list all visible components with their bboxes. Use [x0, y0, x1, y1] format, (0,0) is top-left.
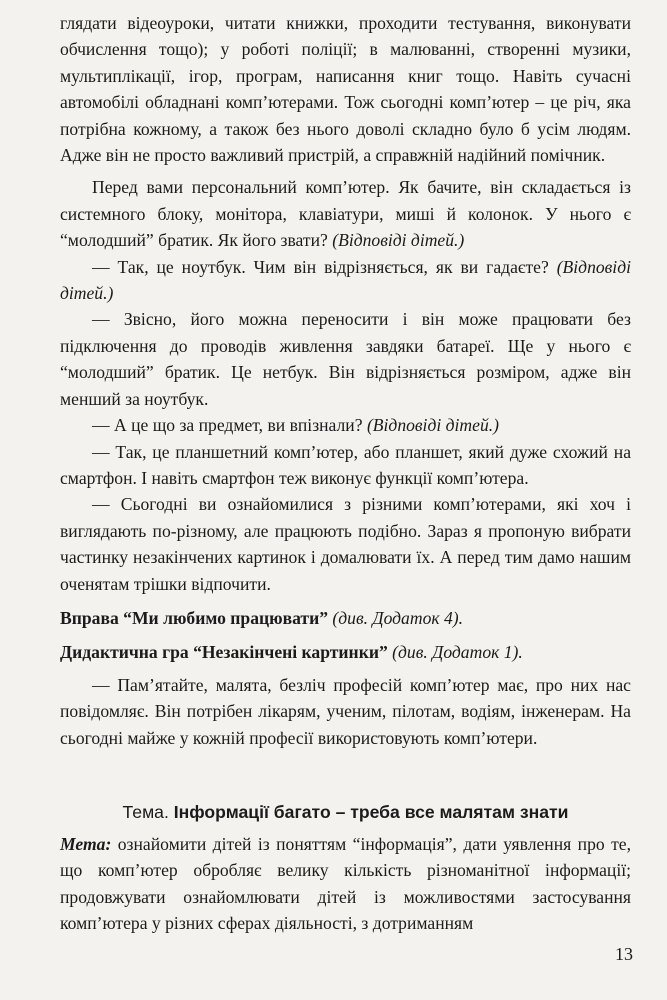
exercise-2-ref: (див. Додаток 1). [387, 642, 523, 663]
paragraph-8: — Пам’ятайте, малята, безліч професій комп’ютер має, про них нас повідомляє. Він потрібен лікарям, ученим, пілотам, водіям, інженерам. На сьогодні майже у кожній професії використовують комп’ютери. [60, 674, 631, 748]
paragraph-6: — Так, це планшетний комп’ютер, або планшет, який дуже схожий на смартфон. І навіть смартфон теж виконує функції комп’ютера. [60, 441, 631, 488]
goal-text: ознайомити дітей із поняттям “інформація”, дати уявлення про те, що комп’ютер обробляє велику кількість різноманітної інформації; продовжувати ознайомлювати дітей із можливостями застосування комп’ютера у різних сферах діяльності, з дотриманням [60, 833, 631, 934]
paragraph-3-remark: (Відповіді дітей.) [60, 256, 631, 304]
topic-label: Тема. [122, 801, 174, 822]
paragraph-5-text: — А це що за предмет, ви впізнали? [92, 415, 367, 436]
paragraph-4: — Звісно, його можна переносити і він може працювати без підключення до проводів живлення завдяки батареї. Ще у нього є “молодший” братик. Це нетбук. Він відрізняється розміром, адже він менший за ноутбук. [60, 309, 631, 409]
paragraph-3 [60, 254, 631, 307]
paragraph-5-remark: (Відповіді дітей.) [366, 415, 499, 436]
page-number: 13 [615, 944, 633, 964]
paragraph-5 [60, 412, 631, 438]
exercise-1-ref: (див. Додаток 4). [328, 607, 464, 628]
paragraph-2-remark: (Відповіді дітей.) [332, 230, 465, 251]
exercise-1 [60, 605, 631, 631]
exercise-2 [60, 639, 631, 665]
topic-heading [60, 799, 631, 825]
exercise-1-title: Вправа “Ми любимо працювати” [60, 607, 329, 628]
paragraph-7: — Сьогодні ви ознайомилися з різними комп’ютерами, які хоч і виглядають по-різному, але працюють подібно. Зараз я пропоную вибрати частинку незакінчених картинок і домалювати їх. А перед тим дамо нашим оченятам трішки відпочити. [60, 494, 631, 594]
topic-title: Інформації багато – треба все малятам знати [173, 801, 569, 822]
paragraph-1: глядати відеоуроки, читати книжки, проходити тестування, виконувати обчислення тощо); у роботі поліції; в малюванні, створенні музики, мультиплікації, ігор, програм, написання книг тощо. Навіть сучасні автомобілі обладнані комп’ютерами. Тож сьогодні комп’ютер – це річ, яка потрібна кожному, а також без нього доволі складно було б усім людям. Адже він не просто важливий пристрій, а справжній надійний помічник. [60, 13, 631, 166]
goal-paragraph [60, 831, 631, 937]
paragraph-3-text: — Так, це ноутбук. Чим він відрізняється, як ви гадаєте? [92, 256, 557, 277]
goal-label: Мета: [60, 833, 112, 854]
paragraph-2 [60, 174, 631, 253]
paragraph-2-text: Перед вами персональний комп’ютер. Як бачите, він складається із системного блоку, монітора, клавіатури, миші й колонок. У нього є “молодший” братик. Як його звати? [60, 177, 631, 251]
exercise-2-title: Дидактична гра “Незакінчені картинки” [60, 642, 388, 663]
